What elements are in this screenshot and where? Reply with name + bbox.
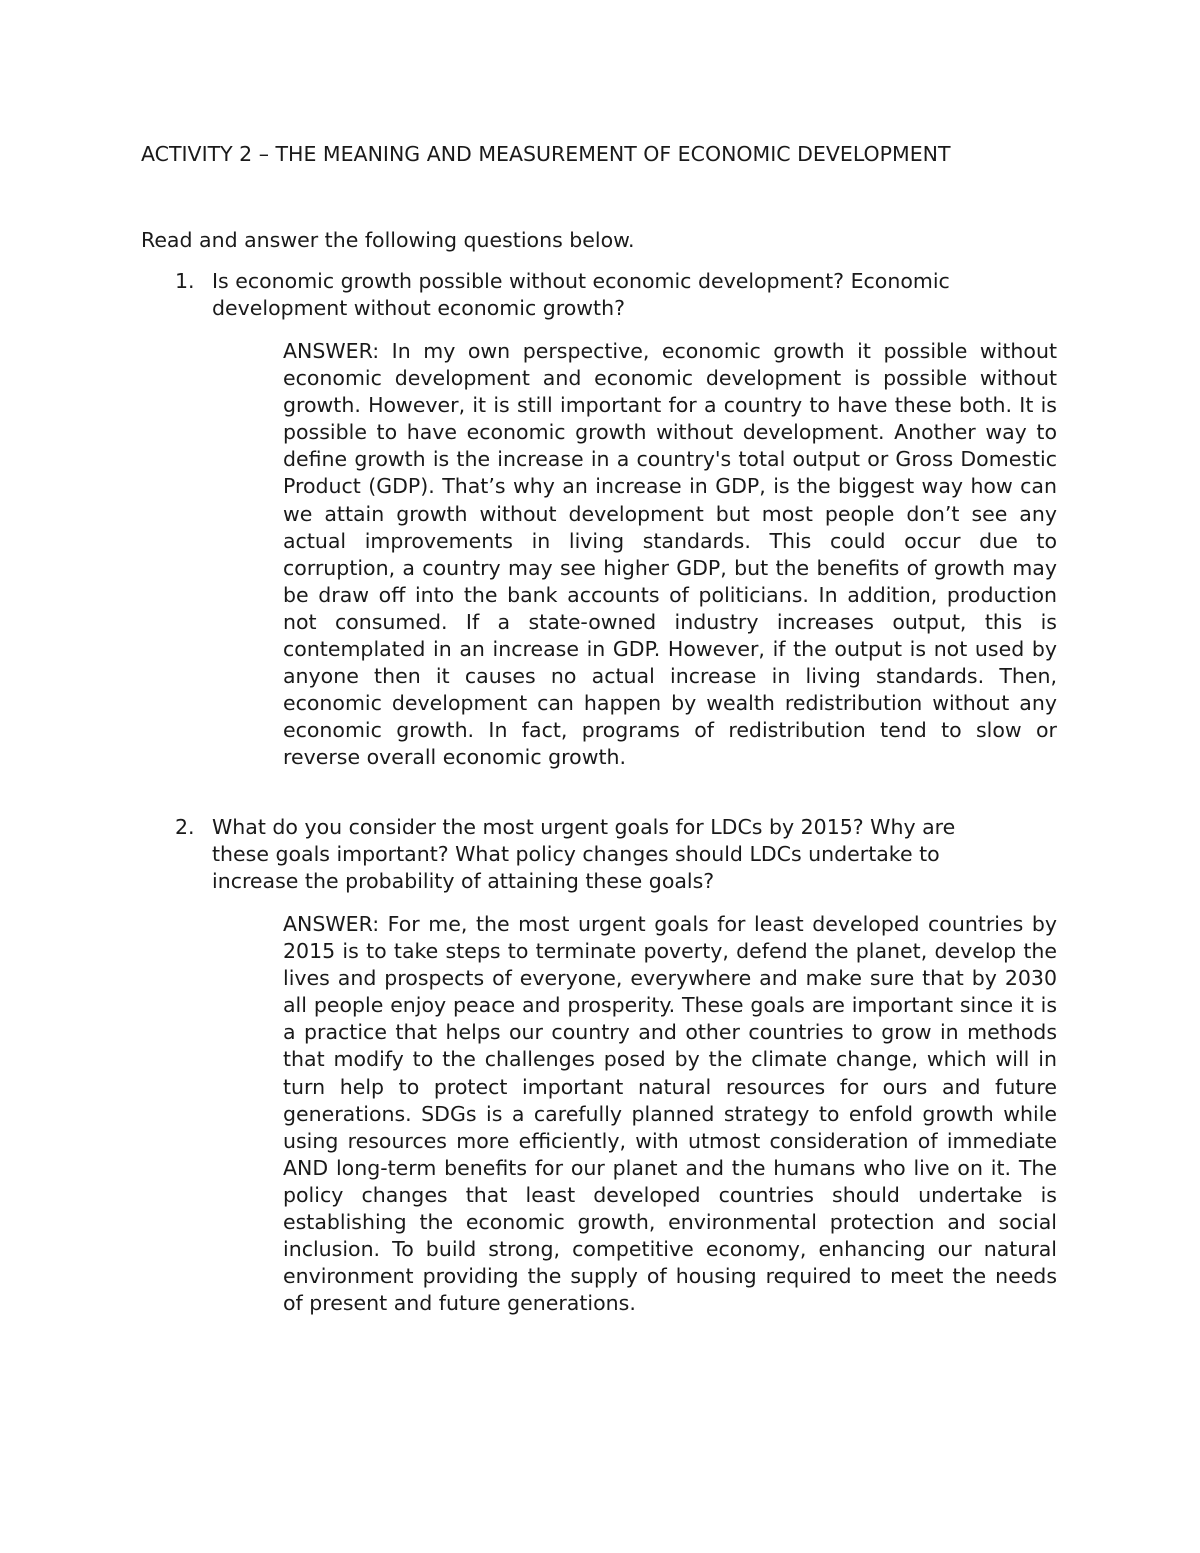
page-title: ACTIVITY 2 – THE MEANING AND MEASUREMENT OF ECONOMIC DEVELOPMENT xyxy=(141,142,951,166)
instructions-text: Read and answer the following questions below. xyxy=(141,228,635,252)
answer-text: ANSWER: In my own perspective, economic growth it possible without economic development and economic development is possible without growth. However, it is still important for a country to have these both. It is possible to have economic growth without development. Another way to define growth is the increase in a country's total output or Gross Domestic Product (GDP). That’s why an increase in GDP, is the biggest way how can we attain growth without development but most people don’t see any actual improvements in living standards. This could occur due to corruption, a country may see higher GDP, but the benefits of growth may be draw off into the bank accounts of politicians. In addition, production not consumed. If a state-owned industry increases output, this is contemplated in an increase in GDP. However, if the output is not used by anyone then it causes no actual increase in living standards. Then, economic development can happen by wealth redistribution without any economic growth. In fact, programs of redistribution tend to slow or reverse overall economic growth. xyxy=(283,339,1057,770)
question-number: 1. xyxy=(175,269,195,293)
question-number: 2. xyxy=(175,815,195,839)
question-text: Is economic growth possible without economic development? Economic development without economic growth? xyxy=(212,269,950,320)
question-item xyxy=(175,268,1035,322)
answer-text: ANSWER: For me, the most urgent goals for least developed countries by 2015 is to take steps to terminate poverty, defend the planet, develop the lives and prospects of everyone, everywhere and make sure that by 2030 all people enjoy peace and prosperity. These goals are important since it is a practice that helps our country and other countries to grow in methods that modify to the challenges posed by the climate change, which will in turn help to protect important natural resources for ours and future generations. SDGs is a carefully planned strategy to enfold growth while using resources more efficiently, with utmost consideration of immediate AND long-term benefits for our planet and the humans who live on it. The policy changes that least developed countries should undertake is establishing the economic growth, environmental protection and social inclusion. To build strong, competitive economy, enhancing our natural environment providing the supply of housing required to meet the needs of present and future generations. xyxy=(283,912,1057,1316)
question-item xyxy=(175,814,1035,895)
question-text: What do you consider the most urgent goals for LDCs by 2015? Why are these goals important? What policy changes should LDCs undertake to increase the probability of attaining these goals? xyxy=(212,815,956,893)
